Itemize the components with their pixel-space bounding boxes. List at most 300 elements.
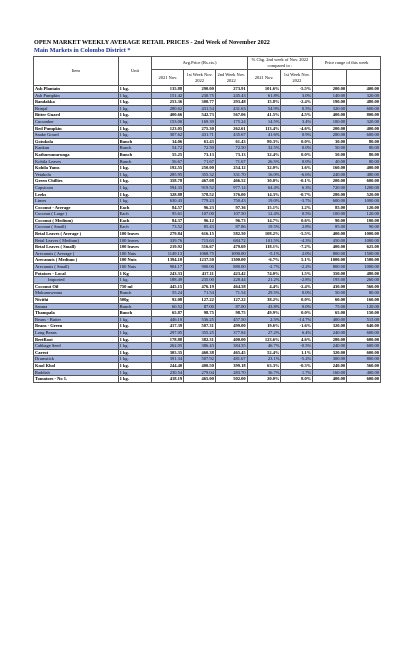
price-2021-cell: 34.06 — [152, 138, 184, 145]
pct-vs-2021-cell: 118.1% — [247, 244, 281, 251]
price-1st-week-cell: 417.11 — [184, 270, 216, 277]
price-2nd-week-cell: 71.67 — [215, 158, 247, 165]
header-item: Item — [34, 57, 119, 86]
pct-vs-1st-week-cell: -5.5% — [281, 86, 313, 93]
range-max-cell: 600.00 — [347, 132, 381, 139]
pct-vs-1st-week-cell: -4.6% — [281, 125, 313, 132]
price-2nd-week-cell: 466.52 — [215, 178, 247, 185]
item-cell: Knol Khol — [34, 362, 119, 369]
table-row — [34, 105, 381, 112]
pct-vs-1st-week-cell: 0.0% — [281, 145, 313, 152]
table-row — [34, 250, 381, 257]
item-cell: Coconut ( Large ) — [34, 211, 119, 218]
range-max-cell: 400.00 — [347, 165, 381, 172]
price-2nd-week-cell: 175.24 — [215, 118, 247, 125]
unit-cell: 1 kg. — [118, 323, 152, 330]
pct-vs-1st-week-cell: 3.4% — [281, 118, 313, 125]
price-2nd-week-cell: 750.43 — [215, 198, 247, 205]
pct-vs-1st-week-cell: 3.0% — [281, 92, 313, 99]
range-max-cell: 120.00 — [347, 211, 381, 218]
range-min-cell: 280.00 — [313, 191, 347, 198]
table-row — [34, 290, 381, 297]
unit-cell: 750 ml — [118, 283, 152, 290]
header-price-range: Price range of this week — [313, 57, 381, 70]
price-2021-cell: 92.08 — [152, 297, 184, 304]
range-max-cell: 600.00 — [347, 178, 381, 185]
range-max-cell: 1200.00 — [347, 184, 381, 191]
range-max-cell: 520.00 — [347, 191, 381, 198]
price-2021-cell: 73.52 — [152, 224, 184, 231]
price-2021-cell: 1394.10 — [152, 257, 184, 264]
item-cell: Leeks — [34, 191, 119, 198]
range-max-cell: 480.00 — [347, 99, 381, 106]
pct-vs-1st-week-cell: 6.4% — [281, 329, 313, 336]
range-min-cell: 400.00 — [313, 231, 347, 238]
price-2nd-week-cell: 567.06 — [215, 112, 247, 119]
price-2021-cell: 297.05 — [152, 329, 184, 336]
pct-vs-2021-cell: 61.8% — [247, 92, 281, 99]
range-min-cell: 200.00 — [313, 86, 347, 93]
price-2021-cell: 135.88 — [152, 86, 184, 93]
range-min-cell: 720.00 — [313, 184, 347, 191]
range-max-cell: 625.00 — [347, 244, 381, 251]
item-cell: Coconut - Average — [34, 204, 119, 211]
range-min-cell: 400.00 — [313, 112, 347, 119]
pct-vs-2021-cell: 63.3% — [247, 362, 281, 369]
table-row — [34, 224, 381, 231]
price-2021-cell: 445.15 — [152, 283, 184, 290]
pct-vs-1st-week-cell: 0.9% — [281, 132, 313, 139]
unit-cell: 100 leaves — [118, 237, 152, 244]
item-cell: Gotukola — [34, 138, 119, 145]
price-2nd-week-cell: 228.44 — [215, 277, 247, 284]
pct-vs-2021-cell: 2.5% — [247, 316, 281, 323]
pct-vs-1st-week-cell: 1.6% — [281, 165, 313, 172]
price-2021-cell: 230.54 — [152, 369, 184, 376]
price-2021-cell: 594.33 — [152, 184, 184, 191]
header-unit: Unit — [118, 57, 152, 86]
range-min-cell: 100.00 — [313, 118, 347, 125]
item-cell: Cucumber — [34, 118, 119, 125]
range-min-cell: 350.00 — [313, 270, 347, 277]
item-cell: Betal Leaves ( Average ) — [34, 231, 119, 238]
price-2nd-week-cell: 245.43 — [215, 92, 247, 99]
unit-cell: 100 Nuts — [118, 264, 152, 271]
table-row — [34, 184, 381, 191]
pct-vs-1st-week-cell: -4.3% — [281, 237, 313, 244]
item-cell: Ash Plantain — [34, 86, 119, 93]
pct-vs-2021-cell: 101.6% — [247, 86, 281, 93]
price-2nd-week-cell: 431.63 — [215, 105, 247, 112]
price-2nd-week-cell: 262.61 — [215, 125, 247, 132]
table-row — [34, 362, 381, 369]
range-min-cell: 85.00 — [313, 224, 347, 231]
pct-vs-1st-week-cell: -3.7% — [281, 198, 313, 205]
price-1st-week-cell: 279.04 — [184, 369, 216, 376]
header-col-2021: 2021 Nov. — [152, 70, 184, 86]
price-2021-cell: 123.05 — [152, 125, 184, 132]
pct-vs-2021-cell: 15.8% — [247, 99, 281, 106]
price-2nd-week-cell: 107.50 — [215, 211, 247, 218]
pct-vs-2021-cell: 19.6% — [247, 323, 281, 330]
pct-vs-1st-week-cell: 0.0% — [281, 158, 313, 165]
price-2021-cell: 305.35 — [152, 349, 184, 356]
price-1st-week-cell: 1068.75 — [184, 250, 216, 257]
pct-vs-2021-cell: -6.7% — [247, 257, 281, 264]
price-2nd-week-cell: 1300.00 — [215, 257, 247, 264]
price-2nd-week-cell: 399.18 — [215, 362, 247, 369]
pct-vs-2021-cell: 32.5% — [247, 145, 281, 152]
price-2021-cell: 243.33 — [152, 270, 184, 277]
price-2021-cell: 84.57 — [152, 204, 184, 211]
price-1st-week-cell: 431.54 — [184, 105, 216, 112]
item-cell: Nivithi — [34, 297, 119, 304]
table-row — [34, 343, 381, 350]
price-2nd-week-cell: 73.13 — [215, 151, 247, 158]
price-2021-cell: 328.88 — [152, 191, 184, 198]
price-2021-cell: 400.66 — [152, 112, 184, 119]
pct-vs-1st-week-cell: -2.8% — [281, 277, 313, 284]
price-2nd-week-cell: 582.50 — [215, 231, 247, 238]
table-row — [34, 165, 381, 172]
item-cell: Drumstick — [34, 356, 119, 363]
price-2nd-week-cell: 273.91 — [215, 86, 247, 93]
table-row — [34, 376, 381, 383]
range-max-cell: 80.00 — [347, 151, 381, 158]
pct-vs-2021-cell: 21.2% — [247, 277, 281, 284]
price-2nd-week-cell: 87.00 — [215, 303, 247, 310]
price-1st-week-cell: 386.43 — [184, 343, 216, 350]
pct-vs-1st-week-cell: 0.0% — [281, 138, 313, 145]
range-max-cell: 560.00 — [347, 362, 381, 369]
price-1st-week-cell: 290.00 — [184, 86, 216, 93]
table-row — [34, 158, 381, 165]
item-cell: Coconut Oil — [34, 283, 119, 290]
pct-vs-2021-cell: -2.7% — [247, 264, 281, 271]
unit-cell: 1 kg. — [118, 369, 152, 376]
pct-vs-1st-week-cell: 0.0% — [281, 297, 313, 304]
unit-cell: Each — [118, 217, 152, 224]
pct-vs-1st-week-cell: -2.4% — [281, 99, 313, 106]
price-2021-cell: 417.39 — [152, 323, 184, 330]
unit-cell: 1 kg. — [118, 376, 152, 383]
range-max-cell: 400.00 — [347, 125, 381, 132]
unit-cell: 1 kg. — [118, 132, 152, 139]
price-1st-week-cell: 900.00 — [184, 264, 216, 271]
table-row — [34, 264, 381, 271]
unit-cell: Bunch — [118, 303, 152, 310]
range-min-cell: 430.00 — [313, 283, 347, 290]
range-max-cell: 400.00 — [347, 369, 381, 376]
unit-cell: 1 kg. — [118, 125, 152, 132]
price-1st-week-cell: 378.52 — [184, 191, 216, 198]
range-max-cell: 320.00 — [347, 118, 381, 125]
unit-cell: 1 kg. — [118, 92, 152, 99]
price-2nd-week-cell: 481.67 — [215, 356, 247, 363]
price-1st-week-cell: 355.25 — [184, 329, 216, 336]
price-2021-cell: 60.52 — [152, 303, 184, 310]
pct-vs-2021-cell: 23.1% — [247, 356, 281, 363]
price-2021-cell: 418.19 — [152, 376, 184, 383]
pct-vs-2021-cell: 64.4% — [247, 184, 281, 191]
item-cell: Potatoes - Local — [34, 270, 119, 277]
unit-cell: 1 kg. — [118, 362, 152, 369]
unit-cell: Each — [118, 211, 152, 218]
price-1st-week-cell: 300.77 — [184, 99, 216, 106]
price-2nd-week-cell: 400.00 — [215, 336, 247, 343]
price-1st-week-cell: 507.92 — [184, 356, 216, 363]
range-min-cell: 240.00 — [313, 329, 347, 336]
table-row — [34, 349, 381, 356]
price-2nd-week-cell: 423.42 — [215, 270, 247, 277]
price-1st-week-cell: 71.67 — [184, 158, 216, 165]
price-2021-cell: 280.62 — [152, 105, 184, 112]
pct-vs-1st-week-cell: -6.6% — [281, 171, 313, 178]
price-1st-week-cell: 476.19 — [184, 283, 216, 290]
table-row — [34, 356, 381, 363]
price-2021-cell: 65.87 — [152, 310, 184, 317]
item-cell: Vetakolu — [34, 171, 119, 178]
item-cell: Green Chillies — [34, 178, 119, 185]
unit-cell: 1 kg. — [118, 99, 152, 106]
pct-vs-2021-cell: 113.4% — [247, 125, 281, 132]
pct-vs-2021-cell: 16.0% — [247, 171, 281, 178]
price-1st-week-cell: 61.43 — [184, 138, 216, 145]
unit-cell: 1 kg. — [118, 316, 152, 323]
table-row — [34, 217, 381, 224]
price-1st-week-cell: 169.39 — [184, 118, 216, 125]
table-row — [34, 198, 381, 205]
price-1st-week-cell: 467.08 — [184, 178, 216, 185]
range-min-cell: 600.00 — [313, 198, 347, 205]
range-max-cell: 80.00 — [347, 158, 381, 165]
price-2021-cell: 285.95 — [152, 171, 184, 178]
range-min-cell: 90.00 — [313, 217, 347, 224]
range-min-cell: 30.00 — [313, 138, 347, 145]
pct-vs-2021-cell: 14.3% — [247, 191, 281, 198]
table-row — [34, 369, 381, 376]
price-2021-cell: 56.67 — [152, 158, 184, 165]
unit-cell: 1 kg. — [118, 356, 152, 363]
price-2021-cell: 188.49 — [152, 277, 184, 284]
pct-vs-1st-week-cell: 0.5% — [281, 211, 313, 218]
pct-vs-2021-cell: 80.3% — [247, 138, 281, 145]
table-row — [34, 92, 381, 99]
header-max — [347, 70, 381, 86]
price-1st-week-cell: 85.43 — [184, 224, 216, 231]
price-1st-week-cell: 235.00 — [184, 277, 216, 284]
pct-vs-1st-week-cell: -2.2% — [281, 264, 313, 271]
price-2nd-week-cell: 331.70 — [215, 171, 247, 178]
price-2nd-week-cell: 127.22 — [215, 297, 247, 304]
price-2nd-week-cell: 465.45 — [215, 349, 247, 356]
item-cell: Imported — [34, 277, 119, 284]
item-cell: Kohila Leaves — [34, 158, 119, 165]
pct-vs-1st-week-cell: 8.0% — [281, 376, 313, 383]
pct-vs-2021-cell: 74.0% — [247, 270, 281, 277]
pct-vs-1st-week-cell: -0.3% — [281, 362, 313, 369]
table-row — [34, 99, 381, 106]
price-2021-cell: 54.72 — [152, 145, 184, 152]
range-min-cell: 800.00 — [313, 250, 347, 257]
unit-cell: Bunch — [118, 310, 152, 317]
price-2nd-week-cell: 283.70 — [215, 369, 247, 376]
range-min-cell: 280.00 — [313, 132, 347, 139]
pct-vs-2021-cell: 14.7% — [247, 217, 281, 224]
range-min-cell: 240.00 — [313, 171, 347, 178]
range-max-cell: 640.00 — [347, 323, 381, 330]
pct-vs-2021-cell: 123.6% — [247, 336, 281, 343]
unit-cell: Each — [118, 204, 152, 211]
pct-vs-2021-cell: 30.0% — [247, 178, 281, 185]
range-max-cell: 480.00 — [347, 171, 381, 178]
item-cell: Coconut ( Small) — [34, 224, 119, 231]
table-row — [34, 86, 381, 93]
pct-vs-2021-cell: 49.9% — [247, 310, 281, 317]
item-cell: Betal Leaves ( Small) — [34, 244, 119, 251]
price-1st-week-cell: 715.63 — [184, 237, 216, 244]
table-row — [34, 257, 381, 264]
range-max-cell: 600.00 — [347, 336, 381, 343]
unit-cell: 100 Nuts — [118, 250, 152, 257]
range-min-cell: 800.00 — [313, 264, 347, 271]
range-min-cell: 50.00 — [313, 290, 347, 297]
range-min-cell: 50.00 — [313, 145, 347, 152]
range-min-cell: 40.00 — [313, 158, 347, 165]
table-row — [34, 283, 381, 290]
range-min-cell: 400.00 — [313, 316, 347, 323]
price-1st-week-cell: 73.13 — [184, 151, 216, 158]
price-2021-cell: 630.43 — [152, 198, 184, 205]
range-max-cell: 400.00 — [347, 86, 381, 93]
unit-cell: Bunch — [118, 290, 152, 297]
header-pct-change: % Chg. 2nd week of Nov. 2022 compared to : — [247, 57, 313, 70]
item-cell: Thampala — [34, 310, 119, 317]
unit-cell: Each — [118, 224, 152, 231]
pct-vs-2021-cell: 4.4% — [247, 283, 281, 290]
range-min-cell: 190.00 — [313, 99, 347, 106]
price-1st-week-cell: 127.22 — [184, 297, 216, 304]
range-max-cell: 515.00 — [347, 316, 381, 323]
pct-vs-2021-cell: 32.4% — [247, 151, 281, 158]
table-row — [34, 112, 381, 119]
price-1st-week-cell: 616.15 — [184, 231, 216, 238]
table-row — [34, 204, 381, 211]
range-max-cell: 1500.00 — [347, 257, 381, 264]
price-1st-week-cell: 1237.50 — [184, 257, 216, 264]
table-row — [34, 145, 381, 152]
price-1st-week-cell: 779.23 — [184, 198, 216, 205]
price-2nd-week-cell: 499.00 — [215, 323, 247, 330]
price-2nd-week-cell: 97.36 — [215, 204, 247, 211]
item-cell: Kathurumurunga — [34, 151, 119, 158]
range-max-cell: 80.00 — [347, 145, 381, 152]
range-max-cell: 120.00 — [347, 204, 381, 211]
table-row — [34, 191, 381, 198]
table-row — [34, 211, 381, 218]
header-avg-price: Avg.Price (Rs.cts.) — [152, 57, 247, 70]
item-cell: Long Beans — [34, 329, 119, 336]
unit-cell: Bunch — [118, 145, 152, 152]
price-2nd-week-cell: 96.73 — [215, 217, 247, 224]
pct-vs-2021-cell: 41.6% — [247, 132, 281, 139]
price-2nd-week-cell: 293.48 — [215, 99, 247, 106]
range-min-cell: 75.00 — [313, 303, 347, 310]
pct-vs-2021-cell: 54.9% — [247, 105, 281, 112]
pct-vs-2021-cell: 27.2% — [247, 329, 281, 336]
range-min-cell: 400.00 — [313, 244, 347, 251]
price-1st-week-cell: 96.12 — [184, 217, 216, 224]
table-row — [34, 336, 381, 343]
price-2021-cell: 253.36 — [152, 99, 184, 106]
price-1st-week-cell: 431.71 — [184, 132, 216, 139]
range-min-cell: 85.00 — [313, 204, 347, 211]
price-1st-week-cell: 230.75 — [184, 92, 216, 99]
range-min-cell: 60.00 — [313, 297, 347, 304]
pct-vs-2021-cell: 15.1% — [247, 204, 281, 211]
range-max-cell: 320.00 — [347, 92, 381, 99]
range-max-cell: 600.00 — [347, 349, 381, 356]
price-2nd-week-cell: 435.67 — [215, 132, 247, 139]
unit-cell: 100 Nuts — [118, 257, 152, 264]
price-2nd-week-cell: 87.86 — [215, 224, 247, 231]
table-row — [34, 171, 381, 178]
price-2021-cell: 339.76 — [152, 237, 184, 244]
range-max-cell: 1000.00 — [347, 264, 381, 271]
table-row — [34, 132, 381, 139]
pct-vs-1st-week-cell: 0.6% — [281, 217, 313, 224]
pct-vs-2021-cell: 36.7% — [247, 369, 281, 376]
pct-vs-2021-cell: 41.5% — [247, 112, 281, 119]
table-row — [34, 310, 381, 317]
price-1st-week-cell: 107.00 — [184, 211, 216, 218]
pct-vs-2021-cell: 32.0% — [247, 165, 281, 172]
pct-vs-1st-week-cell: 1.7% — [281, 369, 313, 376]
price-2021-cell: 192.55 — [152, 165, 184, 172]
document-subtitle: Main Markets in Colombo District * — [34, 47, 131, 54]
price-2021-cell: 153.00 — [152, 118, 184, 125]
price-2nd-week-cell: 502.00 — [215, 376, 247, 383]
table-row — [34, 138, 381, 145]
table-row — [34, 316, 381, 323]
range-min-cell: 320.00 — [313, 349, 347, 356]
range-min-cell: 160.00 — [313, 165, 347, 172]
table-row — [34, 303, 381, 310]
pct-vs-2021-cell: 14.5% — [247, 118, 281, 125]
pct-vs-1st-week-cell: -14.7% — [281, 316, 313, 323]
range-min-cell: 65.00 — [313, 310, 347, 317]
pct-vs-1st-week-cell: -0.1% — [281, 178, 313, 185]
pct-vs-2021-cell: -5.1% — [247, 250, 281, 257]
pct-vs-1st-week-cell: 4.5% — [281, 112, 313, 119]
range-min-cell: 450.00 — [313, 237, 347, 244]
pct-vs-2021-cell: 38.2% — [247, 297, 281, 304]
pct-vs-1st-week-cell: 1.2% — [281, 204, 313, 211]
item-cell: Betal Leaves ( Medium) — [34, 237, 119, 244]
price-1st-week-cell: 507.31 — [184, 323, 216, 330]
pct-vs-1st-week-cell: 0.0% — [281, 310, 313, 317]
price-2021-cell: 55.24 — [152, 290, 184, 297]
price-2021-cell: 279.84 — [152, 231, 184, 238]
pct-vs-1st-week-cell: 0.5% — [281, 105, 313, 112]
pct-vs-1st-week-cell: 1.1% — [281, 349, 313, 356]
price-2nd-week-cell: 384.55 — [215, 343, 247, 350]
unit-cell: 100 leaves — [118, 231, 152, 238]
range-max-cell: 560.00 — [347, 283, 381, 290]
unit-cell: 1 kg. — [118, 171, 152, 178]
item-cell: BeetRoot — [34, 336, 119, 343]
range-max-cell: 600.00 — [347, 343, 381, 350]
